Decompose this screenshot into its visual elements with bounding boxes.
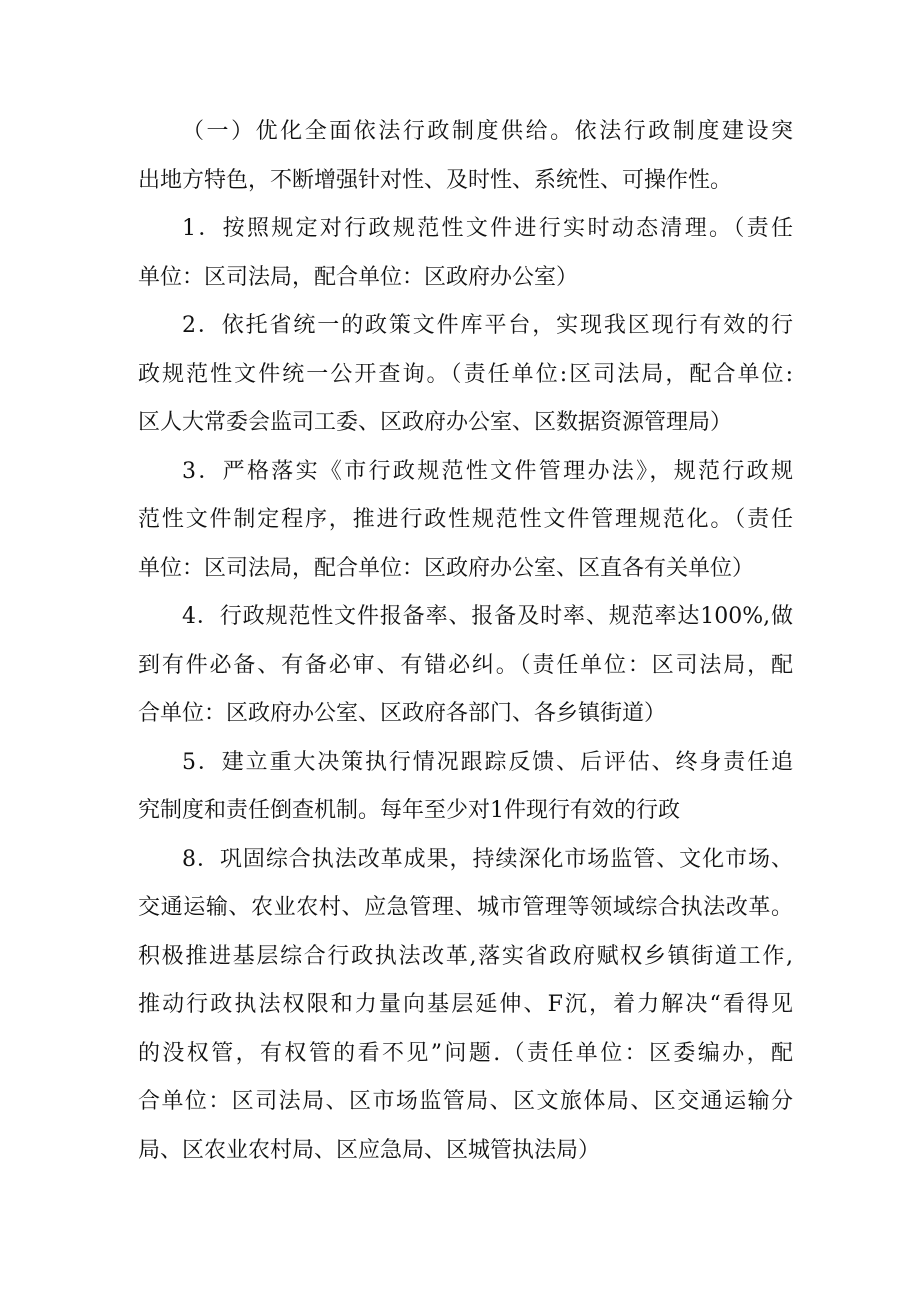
paragraph-item-5 — [138, 739, 793, 836]
text-line: 8．巩固综合执法改革成果，持续深化市场监管、文化市场、 — [182, 846, 793, 872]
paragraph-item-8 — [138, 836, 793, 1176]
text-line: 的没权管，有权管的看不见”问题.（责任单位：区委编办，配 — [138, 1040, 793, 1066]
paragraph-item-1 — [138, 205, 793, 302]
paragraph-item-3 — [138, 448, 793, 594]
text-line: 积极推进基层综合行政执法改革,落实省政府赋权乡镇街道工作, — [138, 943, 793, 969]
document-body — [138, 108, 793, 1175]
text-line: 1．按照规定对行政规范性文件进行实时动态清理。（责任 — [182, 216, 793, 241]
text-line: 究制度和责任倒查机制。每年至少对1件现行有效的行政 — [138, 798, 680, 823]
text-line: 区人大常委会监司工委、区政府办公室、区数据资源管理局） — [138, 410, 733, 435]
text-line: 单位：区司法局，配合单位：区政府办公室） — [138, 264, 579, 290]
text-line: 局、区农业农村局、区应急局、区城管执法局） — [138, 1137, 601, 1163]
text-line: 交通运输、农业农村、应急管理、城市管理等领域综合执法改革。 — [138, 895, 793, 920]
text-line: 5．建立重大决策执行情况跟踪反馈、后评估、终身责任追 — [182, 749, 793, 775]
text-line: 2．依托省统一的政策文件库平台，实现我区现行有效的行 — [182, 313, 793, 338]
text-line: 到有件必备、有备必审、有错必纠。（责任单位：区司法局，配 — [138, 652, 793, 678]
text-line: 4．行政规范性文件报备率、报备及时率、规范率达100%,做 — [182, 604, 793, 629]
paragraph-item-4 — [138, 593, 793, 739]
text-line: 推动行政执法权限和力量向基层延伸、F沉，着力解决“看得见 — [138, 992, 793, 1017]
text-line: 合单位：区司法局、区市场监管局、区文旅体局、区交通运输分 — [138, 1089, 793, 1114]
paragraph-item-2 — [138, 302, 793, 448]
text-line: 合单位：区政府办公室、区政府各部门、各乡镇街道） — [138, 701, 667, 726]
text-line: 范性文件制定程序，推进行政性规范性文件管理规范化。（责任 — [138, 507, 793, 532]
text-line: 政规范性文件统一公开查询。（责任单位:区司法局，配合单位: — [138, 361, 793, 387]
text-line: 单位：区司法局，配合单位：区政府办公室、区直各有关单位） — [138, 555, 755, 581]
text-line: （一）优化全面依法行政制度供给。依法行政制度建设突 — [182, 119, 793, 144]
paragraph-section-heading — [138, 108, 793, 205]
text-line: 3．严格落实《市行政规范性文件管理办法》，规范行政规 — [182, 458, 793, 484]
text-line: 出地方特色，不断增强针对性、及时性、系统性、可操作性。 — [138, 167, 733, 193]
